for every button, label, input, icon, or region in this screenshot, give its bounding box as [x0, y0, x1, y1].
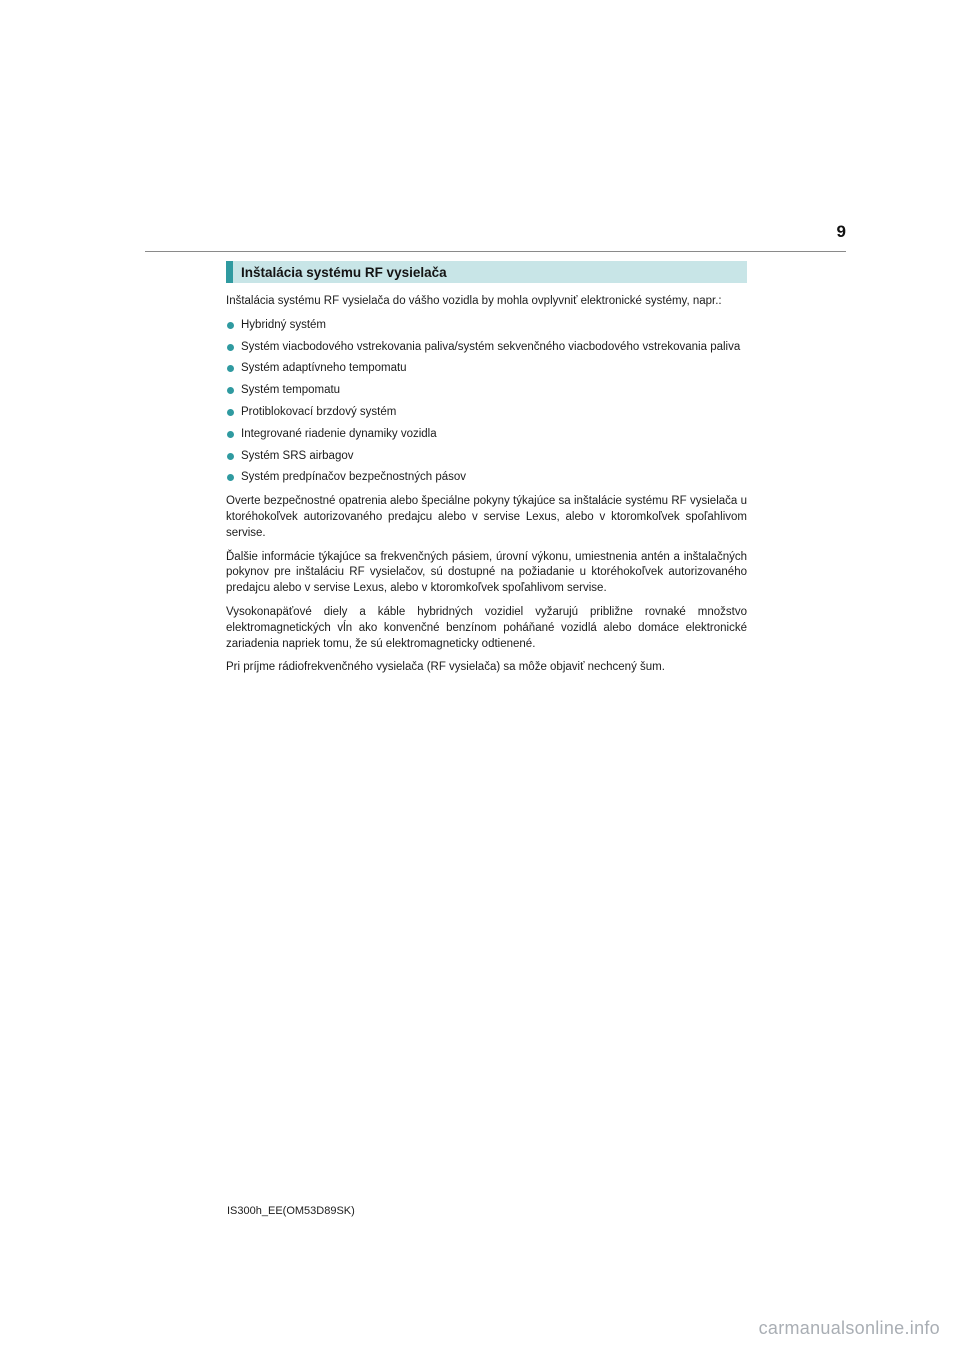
page-content [226, 261, 747, 684]
paragraph: Pri príjme rádiofrekvenčného vysielača (RF vysielača) sa môže objaviť nechcený šum. [226, 661, 665, 674]
bullet-icon [227, 387, 234, 394]
bullet-icon [227, 431, 234, 438]
bullet-text: Integrované riadenie dynamiky vozidla [241, 427, 437, 440]
list-item [226, 340, 747, 356]
header-divider [145, 251, 846, 252]
list-item [226, 449, 747, 465]
body-paragraphs [226, 494, 747, 676]
list-item [226, 470, 747, 486]
bullet-icon [227, 409, 234, 416]
bullet-icon [227, 344, 234, 351]
section-title: Inštalácia systému RF vysielača [241, 264, 447, 280]
bullet-icon [227, 474, 234, 481]
bullet-text: Protiblokovací brzdový systém [241, 405, 397, 418]
list-item [226, 361, 747, 377]
bullet-text: Hybridný systém [241, 318, 326, 331]
list-item [226, 427, 747, 443]
bullet-icon [227, 453, 234, 460]
paragraph: Ďalšie informácie týkajúce sa frekvenčných pásiem, úrovní výkonu, umiestnenia antén a inštalačných pokynov pre inštaláciu RF vysielačov, sú dostupné na požiadanie u ktoréhokoľvek autorizovaného predajcu alebo v servise Lexus, alebo v ktoromkoľvek spoľahlivom servise. [226, 550, 747, 595]
page-number: 9 [836, 222, 846, 241]
footer-document-code: IS300h_EE(OM53D89SK) [227, 1205, 355, 1217]
intro-paragraph: Inštalácia systému RF vysielača do vášho vozidla by mohla ovplyvniť elektronické systémy, napr.: [226, 295, 722, 307]
list-item [226, 383, 747, 399]
bullet-text: Systém tempomatu [241, 384, 341, 397]
bullet-text: Systém viacbodového vstrekovania paliva/systém sekvenčného viacbodového vstrekovania paliva [241, 340, 741, 353]
bullet-icon [227, 322, 234, 329]
list-item [226, 318, 747, 334]
list-item [226, 405, 747, 421]
bullet-text: Systém adaptívneho tempomatu [241, 362, 407, 375]
bullet-text: Systém predpínačov bezpečnostných pásov [241, 471, 467, 484]
bullet-icon [227, 365, 234, 372]
bullet-text: Systém SRS airbagov [241, 449, 354, 462]
paragraph: Vysokonapäťové diely a káble hybridných vozidiel vyžarujú približne rovnaké množstvo elektromagnetických vĺn ako konvenčné benzínom poháňané vozidlá alebo domáce elektronické zariadenia napriek tomu, že sú elektromagneticky odtienené. [226, 605, 747, 650]
system-bullet-list [226, 318, 747, 486]
section-title-bar [226, 261, 747, 283]
watermark: carmanualsonline.info [758, 1318, 940, 1338]
paragraph: Overte bezpečnostné opatrenia alebo špeciálne pokyny týkajúce sa inštalácie systému RF vysielača u ktoréhokoľvek autorizovaného predajcu alebo v servise Lexus, alebo v ktoromkoľvek spoľahlivom servise. [226, 495, 747, 539]
